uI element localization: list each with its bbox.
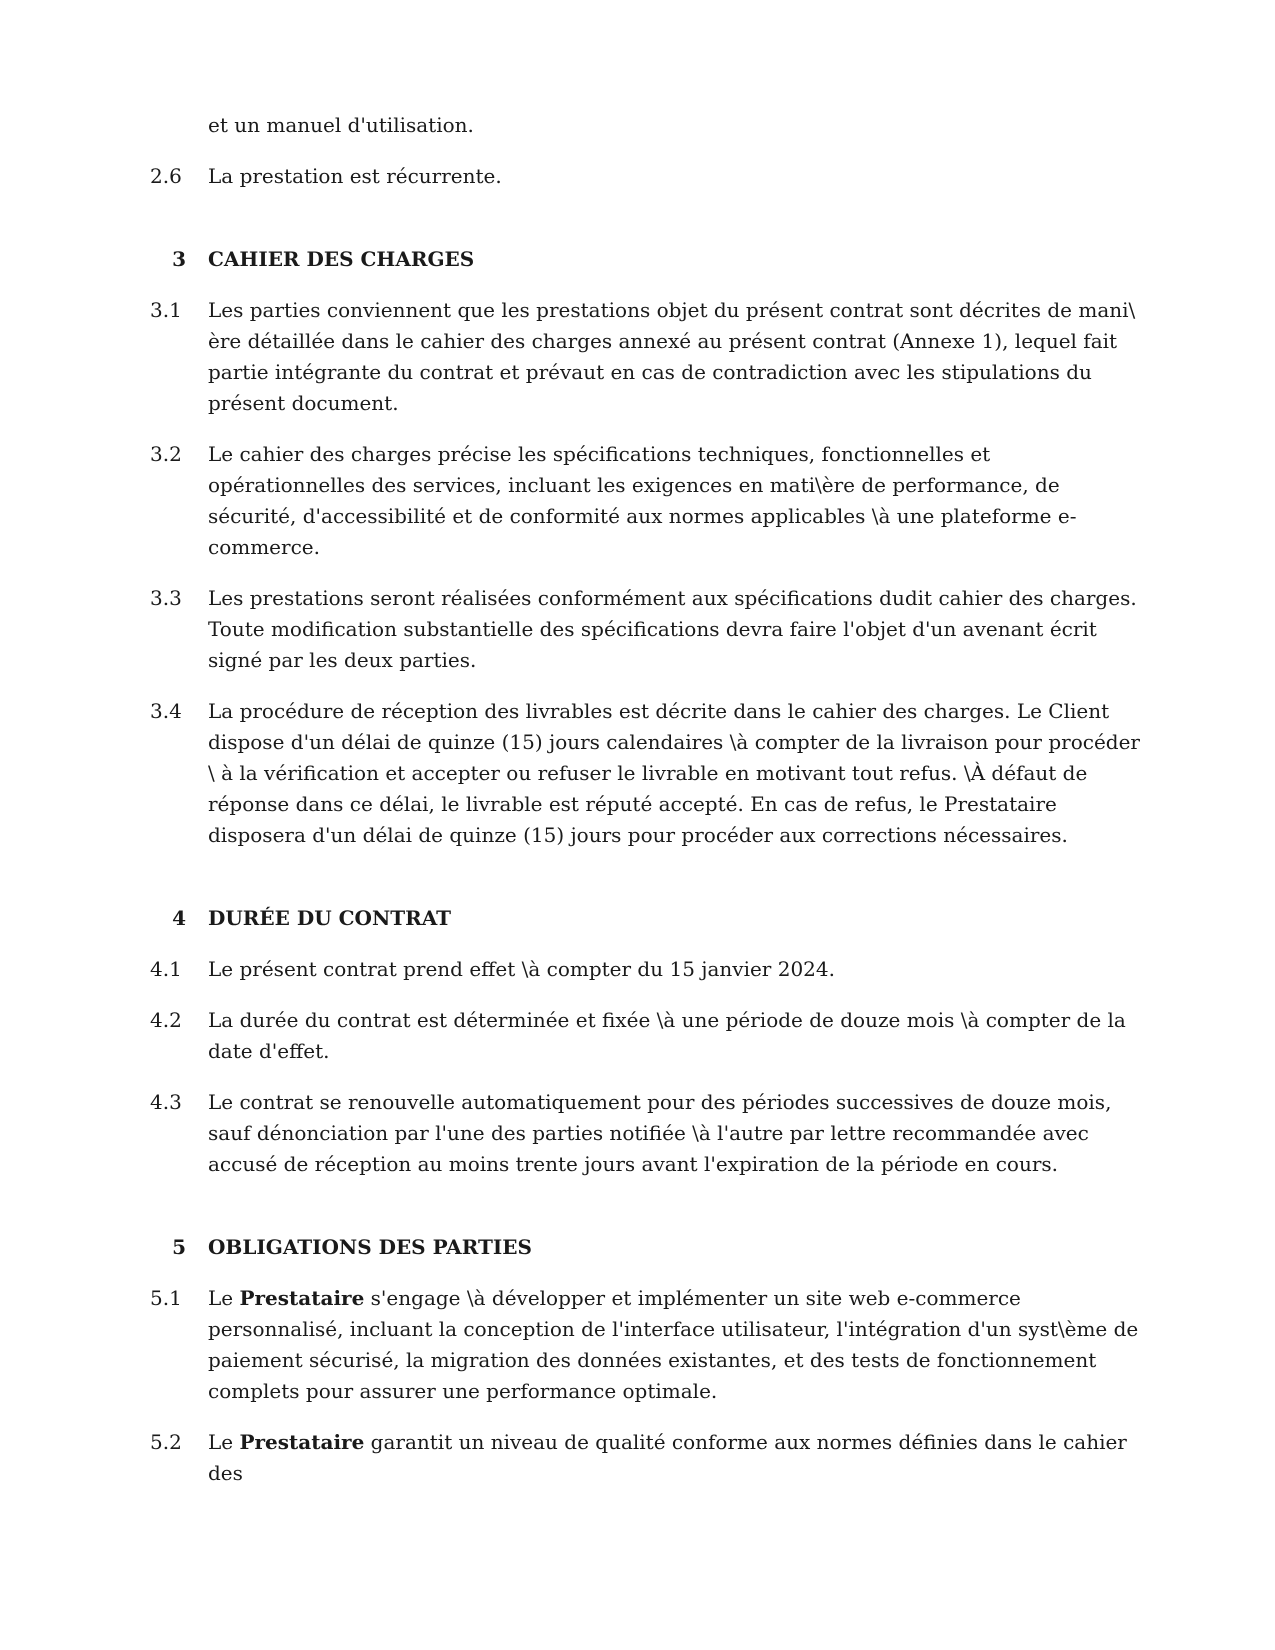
section-title: CAHIER DES CHARGES (208, 247, 475, 271)
clause-3-1 (150, 295, 1140, 419)
clause-text: La durée du contrat est déterminée et fixée \à une période de douze mois \à compter de la date d'effet. (208, 1008, 1126, 1063)
clause-5-2 (150, 1427, 1140, 1489)
document-body (150, 110, 1140, 1509)
clause-number: 3.2 (150, 442, 182, 466)
party-name-bold: Prestataire (239, 1286, 365, 1310)
clause-number: 5.1 (150, 1286, 182, 1310)
clause-number: 5.2 (150, 1430, 182, 1454)
clause-2-6 (150, 161, 1140, 192)
section-number: 3 (172, 247, 186, 271)
clause-4-3 (150, 1087, 1140, 1180)
clause-text (208, 1427, 1140, 1489)
clause-3-2 (150, 439, 1140, 563)
clause-text: Les parties conviennent que les prestations objet du présent contrat sont décrites de mani\ ère détaillée dans le cahier des charges annexé au présent contrat (Annexe 1), lequel fait partie intégrante du contrat et prévaut en cas de contradiction avec les stipulations du présent document. (208, 298, 1136, 415)
section-number: 4 (172, 906, 186, 930)
clause-4-2 (150, 1005, 1140, 1067)
clause-5-1 (150, 1283, 1140, 1407)
clause-body: s'engage \à développer et implémenter un site web e-commerce personnalisé, incluant la conception de l'interface utilisateur, l'intégration d'un syst\ème de paiement sécurisé, la migration des données existantes, et des tests de fonctionnement complets pour assurer une performance optimale. (208, 1286, 1139, 1403)
clause-lead: Le (208, 1430, 240, 1454)
clause-lead: Le (208, 1286, 240, 1310)
clause-number: 3.1 (150, 298, 182, 322)
party-name-bold: Prestataire (239, 1430, 365, 1454)
section-title: OBLIGATIONS DES PARTIES (208, 1235, 532, 1259)
clause-text: Les prestations seront réalisées conformément aux spécifications dudit cahier des charges. Toute modification substantielle des spécifications devra faire l'objet d'un avenant écrit signé par les deux parties. (208, 586, 1137, 672)
clause-text: et un manuel d'utilisation. (208, 113, 474, 137)
clause-3-4 (150, 696, 1140, 851)
clause-number: 3.4 (150, 699, 182, 723)
clause-text (208, 1283, 1140, 1407)
clause-number: 4.3 (150, 1090, 182, 1114)
section-title: DURÉE DU CONTRAT (208, 906, 452, 930)
clause-text: La prestation est récurrente. (208, 164, 502, 188)
clause-body: garantit un niveau de qualité conforme aux normes définies dans le cahier des (208, 1430, 1127, 1485)
clause-number: 4.2 (150, 1008, 182, 1032)
clause-text: Le cahier des charges précise les spécifications techniques, fonctionnelles et opérationnelles des services, incluant les exigences en mati\ère de performance, de sécurité, d'accessibilité et de conformité aux normes applicables \à une plateforme e-commerce. (208, 442, 1077, 559)
clause-3-3 (150, 583, 1140, 676)
clause-number: 3.3 (150, 586, 182, 610)
clause-text: Le présent contrat prend effet \à compter du 15 janvier 2024. (208, 957, 835, 981)
section-heading-3 (150, 244, 1140, 275)
clause-number: 2.6 (150, 164, 182, 188)
clause-text: Le contrat se renouvelle automatiquement pour des périodes successives de douze mois, sauf dénonciation par l'une des parties notifiée \à l'autre par lettre recommandée avec accusé de réception au moins trente jours avant l'expiration de la période en cours. (208, 1090, 1112, 1176)
section-heading-4 (150, 903, 1140, 934)
section-number: 5 (172, 1235, 186, 1259)
section-heading-5 (150, 1232, 1140, 1263)
continuation-paragraph (150, 110, 1140, 141)
clause-text: La procédure de réception des livrables est décrite dans le cahier des charges. Le Client dispose d'un délai de quinze (15) jours calendaires \à compter de la livraison pour procéder \ à la vérification et accepter ou refuser le livrable en motivant tout refus. \À défaut de réponse dans ce délai, le livrable est réputé accepté. En cas de refus, le Prestataire disposera d'un délai de quinze (15) jours pour procéder aux corrections nécessaires. (208, 699, 1140, 847)
clause-number: 4.1 (150, 957, 182, 981)
clause-4-1 (150, 954, 1140, 985)
